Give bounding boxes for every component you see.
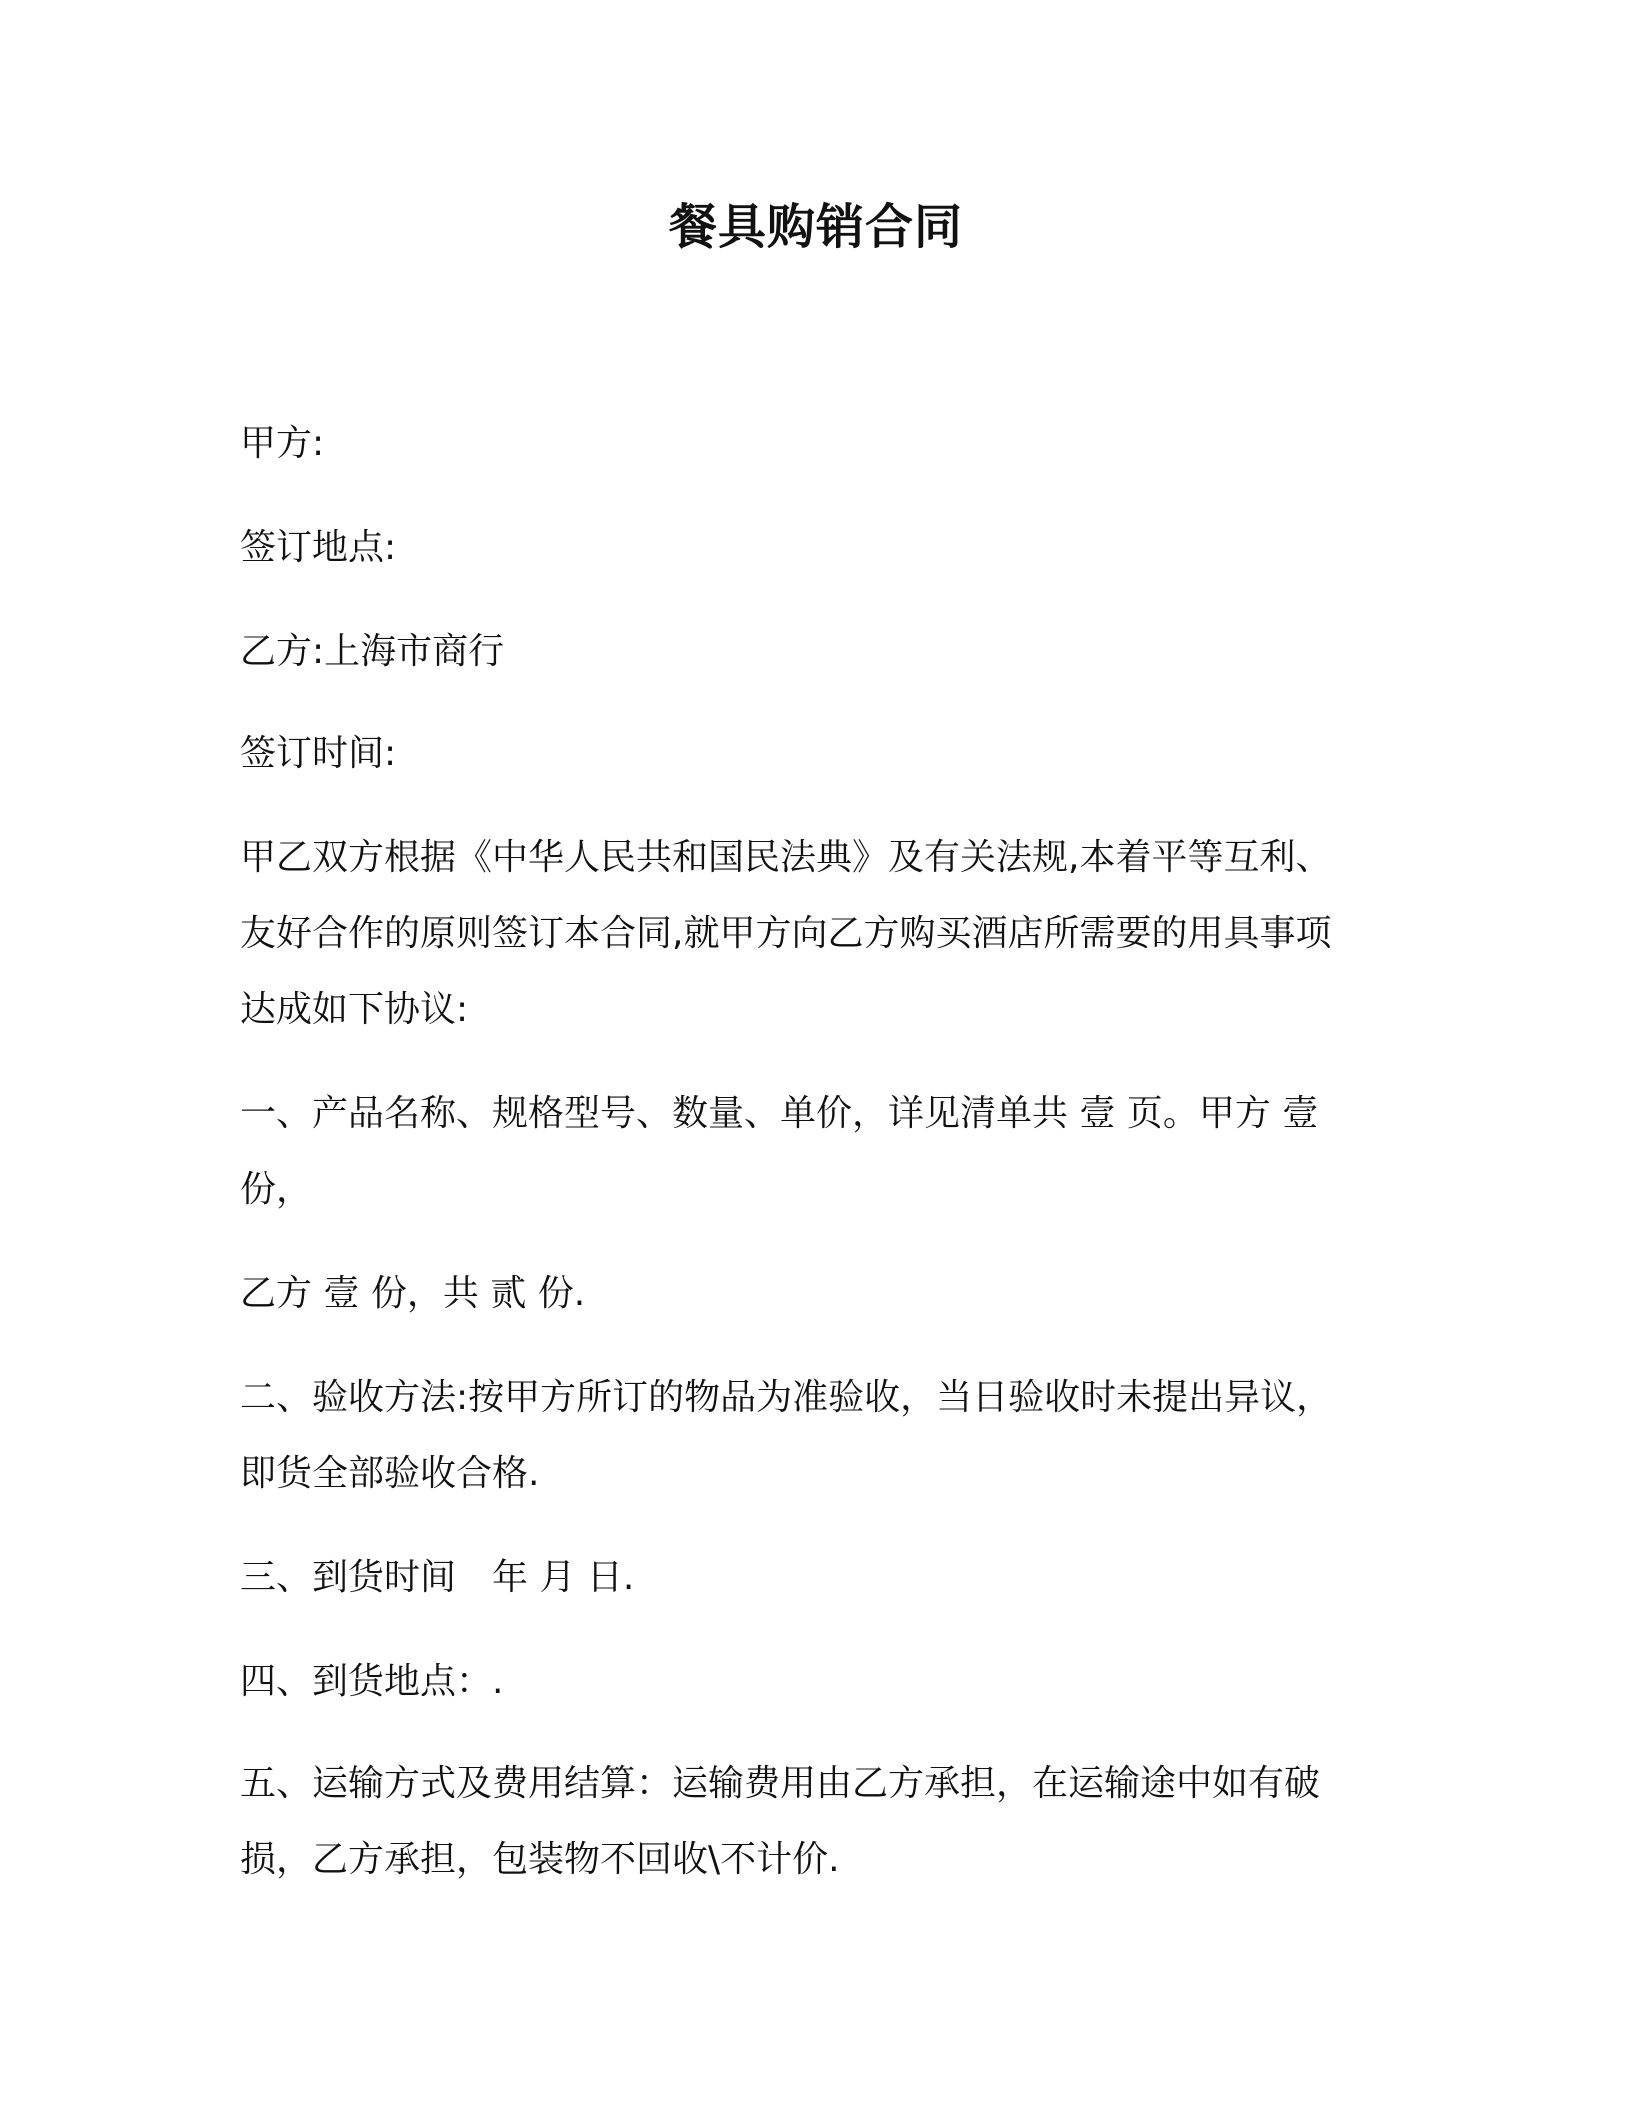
preamble-line-3: 达成如下协议: xyxy=(240,989,469,1030)
preamble-line-1: 甲乙双方根据《中华人民共和国民法典》及有关法规,本着平等互利、 xyxy=(240,837,1332,878)
party-a-line: 甲方: xyxy=(240,423,325,464)
clause-1-line-2: 份， xyxy=(240,1169,313,1210)
clause-5-line-1: 五、运输方式及费用结算：运输费用由乙方承担，在运输途中如有破 xyxy=(240,1763,1321,1804)
clause-1-line-3: 乙方 壹 份，共 贰 份. xyxy=(240,1273,586,1314)
signing-time-line: 签订时间: xyxy=(240,733,397,774)
document-title: 餐具购销合同 xyxy=(668,199,963,255)
clause-3-line: 三、到货时间 年 月 日. xyxy=(240,1557,635,1598)
clause-2-line-1: 二、验收方法:按甲方所订的物品为准验收，当日验收时未提出异议， xyxy=(240,1377,1333,1418)
party-b-line: 乙方:上海市商行 xyxy=(240,631,505,672)
preamble-line-2: 友好合作的原则签订本合同,就甲方向乙方购买酒店所需要的用具事项 xyxy=(240,913,1332,954)
signing-place-line: 签订地点: xyxy=(240,527,397,568)
clause-2-line-2: 即货全部验收合格. xyxy=(240,1453,540,1494)
clause-5-line-2: 损，乙方承担，包装物不回收\不计价. xyxy=(240,1839,840,1880)
clause-1-line-1: 一、产品名称、规格型号、数量、单价，详见清单共 壹 页。甲方 壹 xyxy=(240,1093,1319,1134)
clause-4-line: 四、到货地点：. xyxy=(240,1661,504,1702)
